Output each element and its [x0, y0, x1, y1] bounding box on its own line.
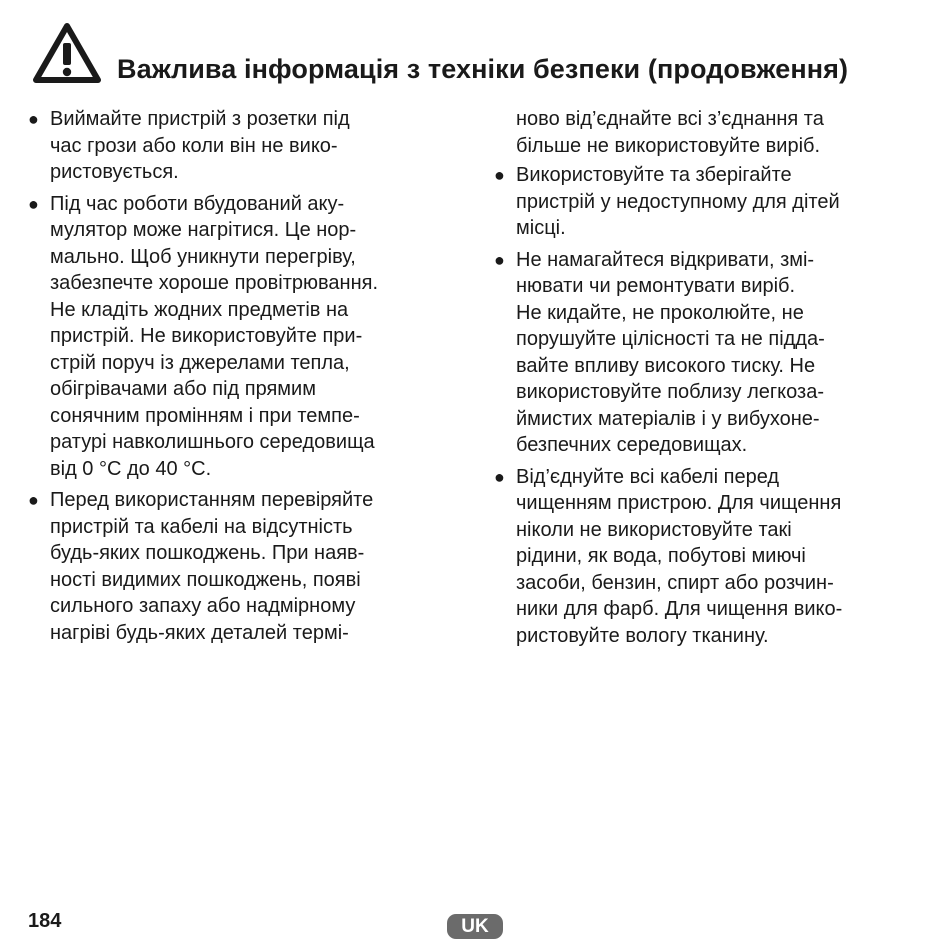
- text-line: Використовуйте та зберігайте: [516, 164, 792, 186]
- text-line: місці.: [516, 217, 566, 239]
- page-title: Важлива інформація з техніки безпеки (продовження): [117, 54, 849, 84]
- text-line: Перед використанням перевіряйте: [50, 489, 374, 511]
- text-line: Не кладіть жодних предметів на: [50, 298, 349, 321]
- text-line: ності видимих пошкоджень, появі: [50, 568, 361, 591]
- text-line: Не намагайтеся відкривати, змі-: [516, 248, 815, 271]
- text-line: забезпечте хороше провітрювання.: [50, 272, 378, 294]
- text-line: пристрій. Не використовуйте при-: [50, 325, 363, 347]
- text-line: сильного запаху або надмірному: [50, 595, 356, 617]
- text-line: мально. Щоб уникнути перегріву,: [50, 245, 356, 268]
- text-line: обігрівачами або під прямим: [50, 378, 316, 400]
- text-line: пристрій у недоступному для дітей: [516, 190, 840, 213]
- left-column: [28, 106, 458, 651]
- text-line: ніколи не використовуйте такі: [516, 518, 792, 541]
- text-line: безпечних середовищах.: [516, 434, 748, 456]
- text-line: пристрій та кабелі на відсутність: [50, 515, 353, 538]
- text-line: Не кидайте, не проколюйте, не: [516, 301, 804, 324]
- text-line: мулятор може нагрітися. Це нор-: [50, 219, 357, 241]
- text-line: від 0 °C до 40 °C.: [50, 457, 212, 480]
- text-line: порушуйте цілісності та не підда-: [516, 328, 825, 350]
- text-line: сонячним промінням і при темпе-: [50, 404, 360, 427]
- text-line: використовуйте поблизу легкоза-: [516, 381, 824, 403]
- warning-triangle-icon: [32, 22, 102, 84]
- text-line: Під час роботи вбудований аку-: [50, 192, 345, 215]
- text-line: рідини, як вода, побутові миючі: [516, 545, 806, 567]
- bullet-icon: ●: [28, 193, 39, 214]
- bullet-icon: ●: [494, 249, 505, 270]
- page-number: 184: [28, 910, 62, 932]
- list-item: [494, 464, 924, 650]
- text-line: ники для фарб. Для чищення вико-: [516, 598, 843, 620]
- text-line: більше не використовуйте виріб.: [516, 134, 821, 157]
- list-item: [28, 487, 458, 646]
- text-line: будь-яких пошкоджень. При наяв-: [50, 542, 365, 564]
- text-line: засоби, бензин, спирт або розчин-: [516, 571, 834, 594]
- language-badge: UK: [447, 914, 503, 939]
- text-line: ратурі навколишнього середовища: [50, 431, 375, 453]
- text-line: ймистих матеріалів і у вибухоне-: [516, 407, 820, 430]
- list-item: [494, 247, 924, 459]
- page-header: [32, 22, 932, 88]
- text-line: стрій поруч із джерелами тепла,: [50, 351, 350, 374]
- text-line: ристовуйте вологу тканину.: [516, 624, 769, 647]
- bullet-icon: ●: [494, 165, 505, 185]
- continuation-text: [494, 106, 924, 159]
- bullet-icon: ●: [28, 109, 39, 129]
- text-line: вайте впливу високого тиску. Не: [516, 354, 816, 377]
- text-line: Від’єднуйте всі кабелі перед: [516, 465, 780, 488]
- text-line: ристовується.: [50, 161, 179, 183]
- text-line: нювати чи ремонтувати виріб.: [516, 275, 796, 297]
- list-item: [28, 106, 458, 186]
- text-line: Виймайте пристрій з розетки під: [50, 108, 350, 130]
- bullet-icon: ●: [494, 466, 505, 487]
- text-line: ново від’єднайте всі з’єднання та: [516, 108, 824, 130]
- text-line: чищенням пристрою. Для чищення: [516, 492, 842, 514]
- list-item: [28, 191, 458, 483]
- list-item: [494, 162, 924, 242]
- text-line: нагріві будь-яких деталей термі-: [50, 621, 349, 644]
- right-column: [494, 106, 924, 654]
- bullet-icon: ●: [28, 490, 39, 510]
- text-line: час грози або коли він не вико-: [50, 134, 338, 157]
